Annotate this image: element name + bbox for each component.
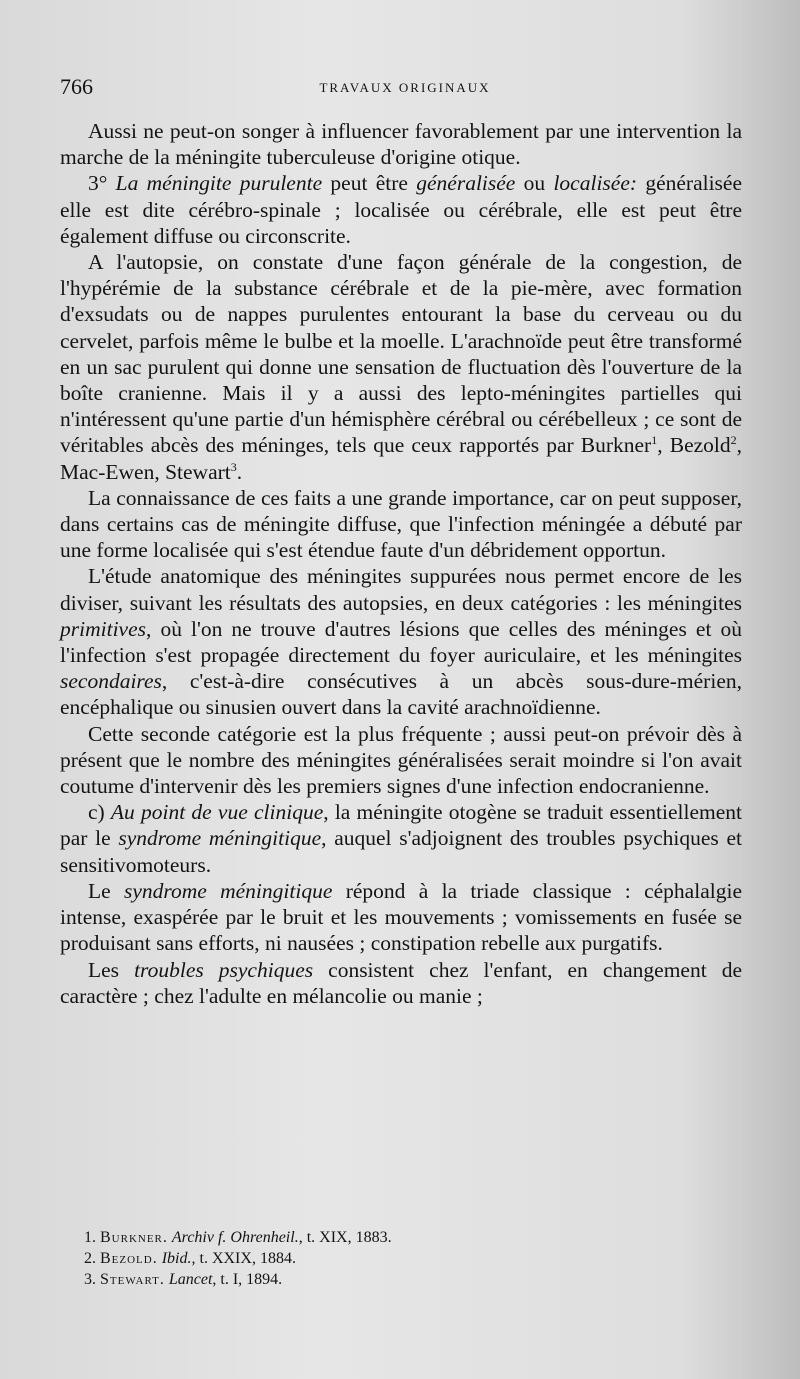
paragraph	[60, 878, 742, 957]
footnote-author: Stewart.	[100, 1271, 165, 1288]
footnote-work: Lancet	[168, 1271, 213, 1288]
paragraph	[60, 170, 742, 249]
text-segment: , Bezold	[657, 433, 731, 458]
italic-text: généralisée	[416, 171, 516, 196]
paragraph	[60, 799, 742, 878]
text-segment: , c'est-à-dire consécutives à un abcès sous-dure-mérien, encéphalique ou sinusien ouvert dans la cavité arachnoïdienne.	[60, 669, 742, 720]
text-segment: Les	[88, 957, 135, 982]
text-segment: L'étude anatomique des méningites suppurées nous permet encore de les diviser, suivant les résultats des autopsies, en deux catégories : les méningites	[60, 564, 742, 615]
footnote-author: Burkner.	[100, 1229, 168, 1246]
footnotes	[84, 1227, 724, 1290]
footnote-details: , t. XIX, 1883.	[298, 1229, 392, 1246]
body-text	[60, 118, 742, 1009]
text-segment: Cette seconde catégorie est la plus fréquente ; aussi peut-on prévoir dès à présent que le nombre des méningites généralisées serait moindre si l'on avait coutume d'intervenir dès les premiers signes d'une infection endocranienne.	[60, 721, 742, 799]
italic-text: primitives	[60, 616, 146, 641]
text-segment: répond à la triade classique : céphalalgie intense, exaspérée par le bruit et les mouvements ; vomissements en fusée se produisant sans efforts, ni nausées ; constipation rebelle aux purgatifs.	[60, 878, 742, 956]
footnote	[84, 1269, 724, 1290]
footnote-ref: 2	[730, 433, 737, 448]
page-header	[60, 74, 750, 104]
footnote-author: Bezold.	[100, 1250, 158, 1267]
text-segment: A l'autopsie, on constate d'une façon générale de la congestion, de l'hypérémie de la substance cérébrale et de la pie-mère, avec formation d'exsudats ou de nappes purulentes entourant la base du cerveau ou du cervelet, parfois même le bulbe et la moelle. L'arachnoïde peut être transformé en un sac purulent qui donne une sensation de fluctuation dès l'ouverture de la boîte cranienne. Mais il y a aussi des lepto-méningites partielles qui n'intéressent qu'une partie d'un hémisphère cérébral ou cérébelleux ; ce sont de véritables abcès des méninges, tels que ceux rapportés par Burkner	[60, 250, 742, 458]
italic-text: syndrome méningitique	[118, 826, 322, 851]
text-segment: consistent chez l'enfant, en changement de caractère ; chez l'adulte en mélancolie ou manie ;	[60, 957, 743, 1008]
italic-text: secondaires	[60, 669, 162, 694]
footnote-work: Archiv f. Ohrenheil.	[171, 1229, 299, 1246]
footnote	[84, 1227, 724, 1248]
text-segment: , Mac-Ewen, Stewart	[60, 433, 743, 484]
paragraph	[60, 118, 742, 170]
text-segment: 3°	[88, 171, 116, 196]
italic-text: localisée:	[553, 171, 638, 196]
page-number: 766	[60, 74, 93, 99]
footnote-number: 3.	[84, 1271, 96, 1288]
footnote	[84, 1248, 724, 1269]
italic-text: syndrome méningitique	[124, 878, 333, 903]
footnote-number: 2.	[84, 1250, 96, 1267]
paragraph	[60, 721, 742, 800]
footnote-ref: 1	[651, 433, 658, 448]
text-segment: généralisée elle est dite cérébro-spinale ; localisée ou cérébrale, elle est peut être également diffuse ou circonscrite.	[60, 171, 743, 248]
text-segment: , où l'on ne trouve d'autres lésions que celles des méninges et où l'infection s'est propagée directement du foyer auriculaire, et les méningites	[60, 616, 742, 668]
paragraph	[60, 249, 742, 485]
italic-text: troubles psychiques	[134, 957, 314, 982]
text-segment: La connaissance de ces faits a une grande importance, car on peut supposer, dans certains cas de méningite diffuse, que l'infection méningée a débuté par une forme localisée qui s'est étendue faute d'un débridement opportun.	[60, 485, 742, 563]
footnote-work: Ibid.	[161, 1250, 192, 1267]
text-segment: ou	[515, 171, 554, 196]
text-segment: Le	[88, 878, 124, 903]
footnote-ref: 3	[230, 459, 237, 474]
footnote-number: 1.	[84, 1229, 96, 1246]
text-segment: , auquel s'adjoignent des troubles psychiques et sensitivomoteurs.	[60, 826, 743, 877]
text-segment: Aussi ne peut-on songer à influencer favorablement par une intervention la marche de la méningite tuberculeuse d'origine otique.	[60, 119, 742, 170]
text-segment: , la méningite otogène se traduit essentiellement par le	[60, 800, 743, 851]
text-segment: c)	[88, 800, 111, 825]
footnote-details: , t. I, 1894.	[212, 1271, 283, 1288]
italic-text: Au point de vue clinique	[110, 800, 324, 825]
paragraph	[60, 485, 742, 564]
text-segment: .	[236, 459, 243, 484]
footnote-details: , t. XXIX, 1884.	[191, 1250, 296, 1267]
italic-text: La méningite purulente	[115, 171, 323, 196]
paragraph	[60, 957, 742, 1009]
running-head: TRAVAUX ORIGINAUX	[319, 80, 491, 95]
text-segment: peut être	[322, 171, 417, 196]
paragraph	[60, 563, 742, 720]
